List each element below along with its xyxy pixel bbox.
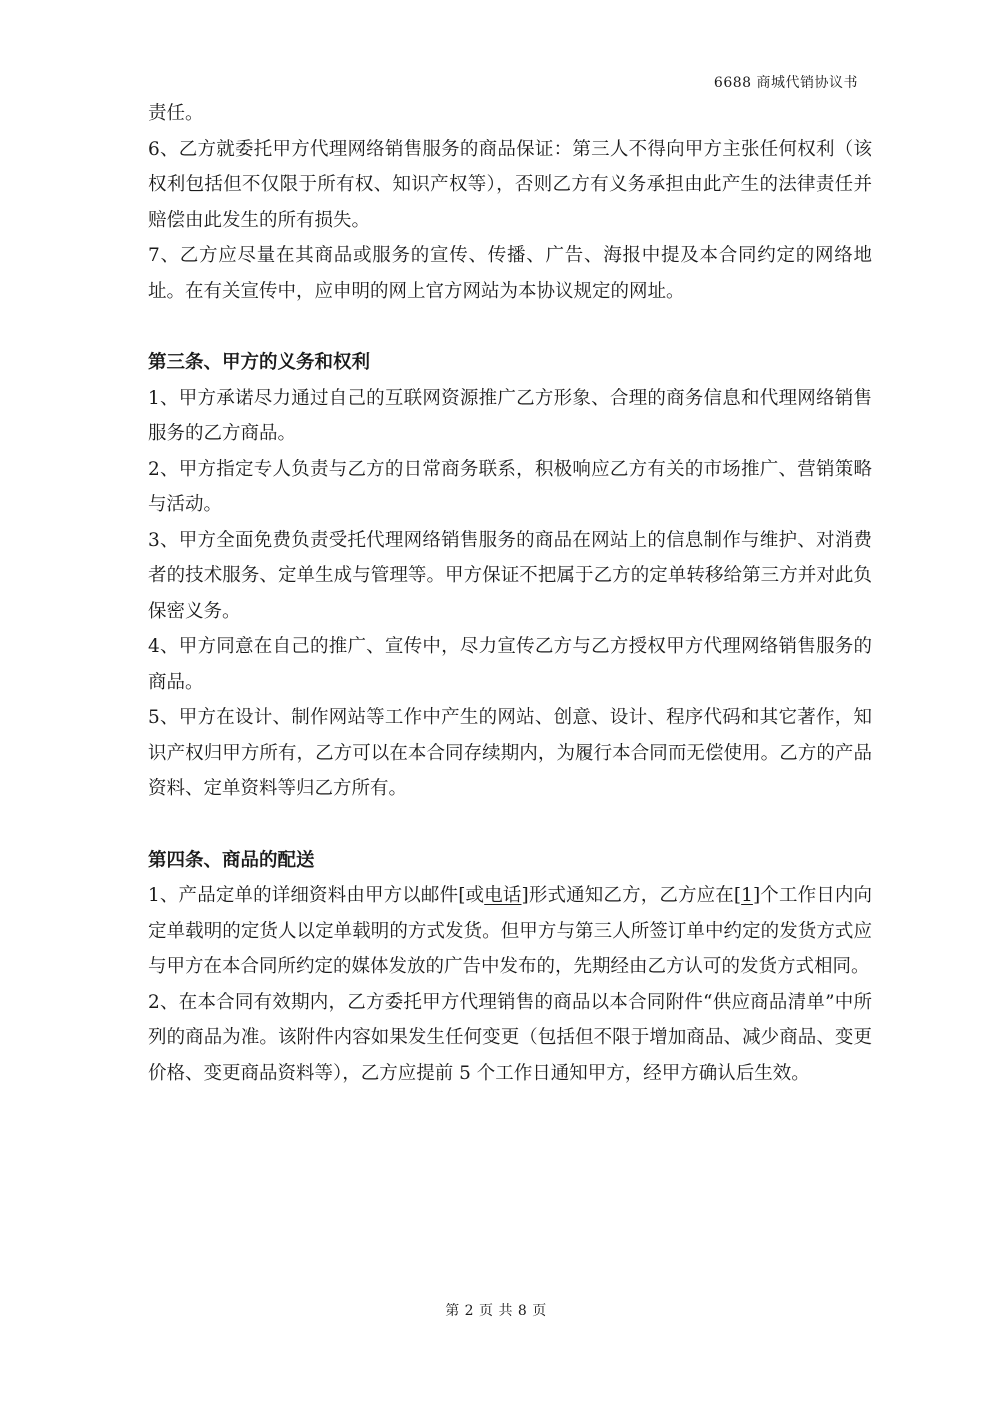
section3-item-1: 1、甲方承诺尽力通过自己的互联网资源推广乙方形象、合理的商务信息和代理网络销售服务的乙方商品。 (148, 387, 872, 444)
section3-title: 第三条、甲方的义务和权利 (148, 352, 371, 373)
section2-item-7: 7、乙方应尽量在其商品或服务的宣传、传播、广告、海报中提及本合同约定的网络地址。在有关宣传中，应申明的网上官方网站为本协议规定的网址。 (148, 245, 872, 302)
section3-item-3: 3、甲方全面免费负责受托代理网络销售服务的商品在网站上的信息制作与维护、对消费者的技术服务、定单生成与管理等。甲方保证不把属于乙方的定单转移给第三方并对此负保密义务。 (148, 529, 872, 622)
section4-item-1-part3: ]个工作日内向定单载明的定货人以定单载明的方式发货。但甲方与第三人所签订单中约定的发货方式应与甲方在本合同所约定的媒体发放的广告中发布的，先期经由乙方认可的发货方式相同。 (148, 885, 873, 977)
section4-item-2: 2、在本合同有效期内，乙方委托甲方代理销售的商品以本合同附件“供应商品清单”中所列的商品为准。该附件内容如果发生任何变更（包括但不限于增加商品、减少商品、变更价格、变更商品资料等），乙方应提前 5 个工作日通知甲方，经甲方确认后生效。 (148, 991, 872, 1084)
section3-item-4: 4、甲方同意在自己的推广、宣传中，尽力宣传乙方与乙方授权甲方代理网络销售服务的商品。 (148, 636, 872, 693)
section3-item-5: 5、甲方在设计、制作网站等工作中产生的网站、创意、设计、程序代码和其它著作，知识产权归甲方所有，乙方可以在本合同存续期内，为履行本合同而无偿使用。乙方的产品资料、定单资料等归乙方所有。 (148, 707, 872, 799)
section4-item-1-part1: 1、产品定单的详细资料由甲方以邮件[或 (148, 885, 485, 906)
section4-title: 第四条、商品的配送 (148, 849, 315, 871)
section3-item-2: 2、甲方指定专人负责与乙方的日常商务联系，积极响应乙方有关的市场推广、营销策略与活动。 (148, 458, 872, 515)
working-days-blank: 1 (741, 885, 753, 906)
section2-item-6: 6、乙方就委托甲方代理网络销售服务的商品保证：第三人不得向甲方主张任何权利（该权利包括但不仅限于所有权、知识产权等），否则乙方有义务承担由此产生的法律责任并赔偿由此发生的所有损失。 (148, 138, 872, 231)
section4-item-1-part2: ]形式通知乙方，乙方应在[ (521, 885, 742, 906)
document-header: 6688 商城代销协议书 (713, 75, 858, 91)
document-body (148, 96, 872, 1091)
continuation-text: 责任。 (148, 103, 204, 124)
page-footer: 第 2 页 共 8 页 (445, 1303, 547, 1319)
section4-item-1 (148, 878, 872, 985)
contact-method-blank: 电话 (484, 885, 522, 906)
